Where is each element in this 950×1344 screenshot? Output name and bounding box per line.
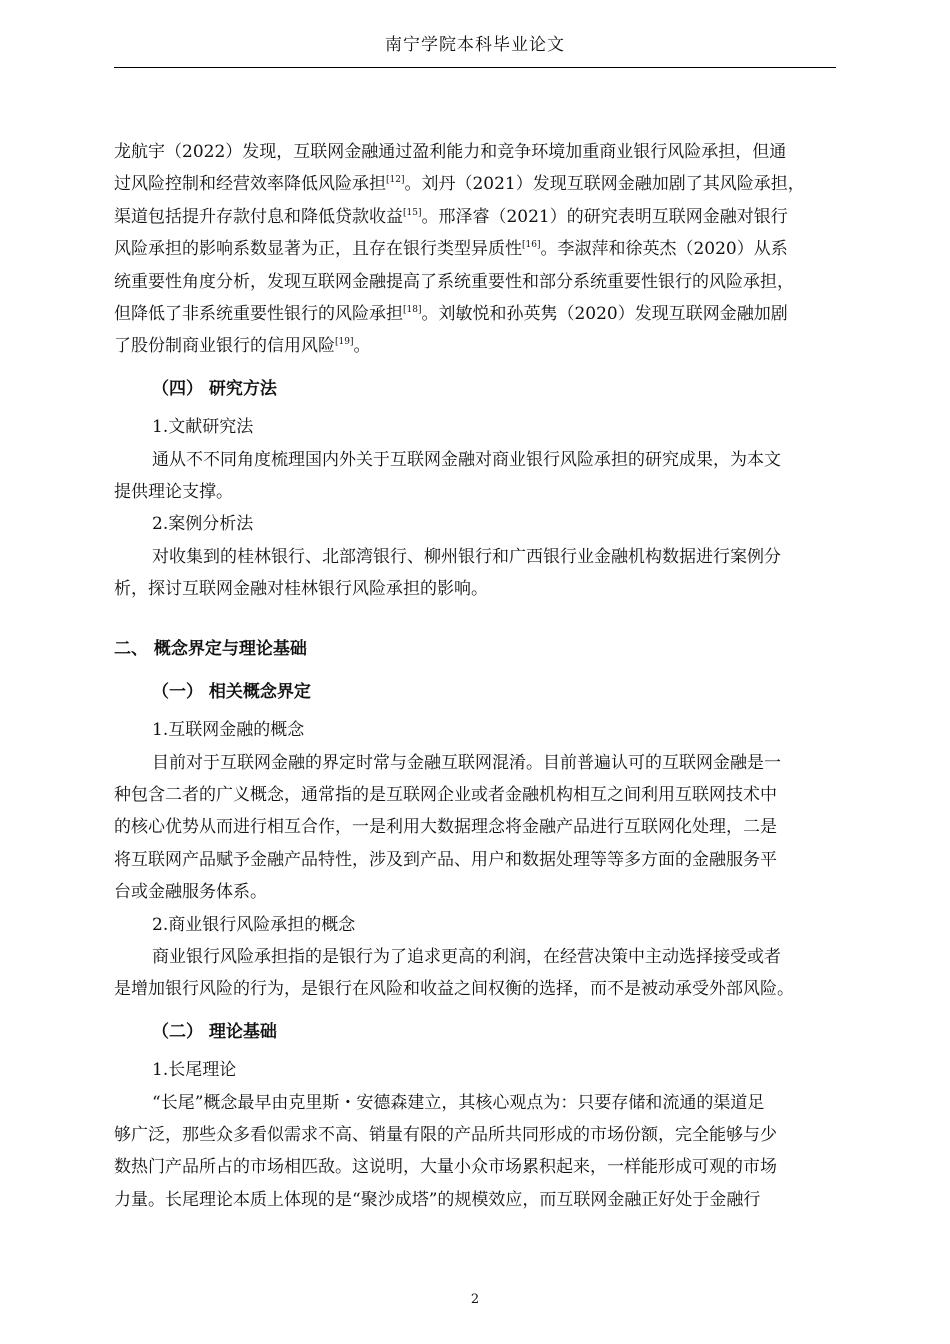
paragraph-line: 析，探讨互联网金融对桂林银行风险承担的影响。 (114, 579, 488, 600)
section-heading: （一） 相关概念界定 (152, 681, 311, 702)
paragraph-line: 力量。长尾理论本质上体现的是“聚沙成塔”的规模效应，而互联网金融正好处于金融行 (114, 1189, 761, 1210)
paragraph-line: 数热门产品所占的市场相匹敌。这说明，大量小众市场累积起来，一样能形成可观的市场 (114, 1157, 777, 1178)
paragraph-line: 统重要性角度分析，发现互联网金融提高了系统重要性和部分系统重要性银行的风险承担， (114, 271, 794, 292)
page-body (114, 136, 859, 1216)
paragraph-line (114, 233, 859, 265)
running-header: 南宁学院本科毕业论文 (385, 35, 565, 55)
text: 风险承担的影响系数显著为正，且存在银行类型异质性 (114, 239, 522, 260)
subsection-title: 2.案例分析法 (152, 514, 254, 535)
text: 了股份制商业银行的信用风险 (114, 336, 335, 357)
paragraph-line (114, 168, 859, 200)
paragraph-line: 龙航宇（2022）发现，互联网金融通过盈利能力和竞争环境加重商业银行风险承担，但通 (114, 142, 787, 162)
citation-superscript: [18] (403, 304, 422, 315)
text: 但降低了非系统重要性银行的风险承担 (114, 303, 403, 324)
text: 渠道包括提升存款付息和降低贷款收益 (114, 206, 403, 227)
text: 。李淑萍和徐英杰（2020）从系 (540, 239, 788, 260)
text: 。 (353, 336, 371, 357)
paragraph-line: 是增加银行风险的行为，是银行在风险和收益之间权衡的选择，而不是被动承受外部风险。 (114, 979, 794, 1000)
paragraph-line: 种包含二者的广义概念，通常指的是互联网企业或者金融机构相互之间利用互联网技术中 (114, 785, 777, 806)
header-divider (114, 67, 836, 68)
text: 过风险控制和经营效率降低风险承担 (114, 174, 386, 195)
text: 。邢泽睿（2021）的研究表明互联网金融对银行 (421, 206, 788, 227)
section-heading: （四） 研究方法 (152, 378, 277, 399)
paragraph-line: 台或金融服务体系。 (114, 882, 267, 903)
page-number: 2 (470, 1292, 480, 1307)
text: 。刘丹（2021）发现互联网金融加剧了其风险承担， (404, 174, 805, 195)
paragraph-line: 商业银行风险承担指的是银行为了追求更高的利润，在经营决策中主动选择接受或者 (152, 946, 781, 967)
citation-superscript: [19] (335, 337, 354, 348)
paragraph-line: 提供理论支撑。 (114, 481, 233, 502)
citation-superscript: [16] (522, 240, 541, 251)
paragraph-line: 将互联网产品赋予金融产品特性，涉及到产品、用户和数据处理等等多方面的金融服务平 (114, 849, 777, 870)
paragraph-line: “长尾”概念最早由克里斯・安德森建立，其核心观点为：只要存储和流通的渠道足 (152, 1092, 765, 1113)
paragraph-line (114, 330, 859, 362)
paragraph-line: 的核心优势从而进行相互合作，一是利用大数据理念将金融产品进行互联网化处理，二是 (114, 817, 777, 838)
paragraph-line: 够广泛，那些众多看似需求不高、销量有限的产品所共同形成的市场份额，完全能够与少 (114, 1124, 777, 1145)
paragraph-line: 目前对于互联网金融的界定时常与金融互联网混淆。目前普遍认可的互联网金融是一 (152, 752, 781, 773)
paragraph-line (114, 201, 859, 233)
citation-superscript: [15] (403, 207, 422, 218)
paragraph-line: 对收集到的桂林银行、北部湾银行、柳州银行和广西银行业金融机构数据进行案例分 (152, 546, 781, 567)
citation-superscript: [12] (386, 175, 405, 186)
text: 。刘敏悦和孙英隽（2020）发现互联网金融加剧 (421, 303, 788, 324)
subsection-title: 1.长尾理论 (152, 1060, 237, 1081)
chapter-heading: 二、 概念界定与理论基础 (114, 639, 307, 660)
paragraph-line (114, 298, 859, 330)
section-heading: （二） 理论基础 (152, 1021, 277, 1042)
subsection-title: 1.互联网金融的概念 (152, 720, 305, 741)
subsection-title: 2.商业银行风险承担的概念 (152, 914, 356, 935)
paragraph-line: 通从不不同角度梳理国内外关于互联网金融对商业银行风险承担的研究成果，为本文 (152, 449, 781, 470)
subsection-title: 1.文献研究法 (152, 417, 254, 438)
